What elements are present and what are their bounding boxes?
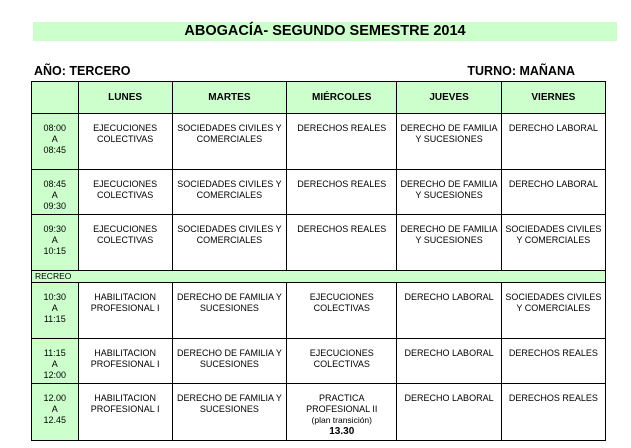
class-cell: DERECHOS REALES bbox=[287, 170, 397, 215]
class-cell: DERECHO DE FAMILIA Y SUCESIONES bbox=[172, 384, 286, 441]
page-title: ABOGACÍA- SEGUNDO SEMESTRE 2014 bbox=[33, 22, 617, 41]
class-cell: EJECUCIONES COLECTIVAS bbox=[287, 339, 397, 384]
class-cell: SOCIEDADES CIVILES Y COMERCIALES bbox=[501, 283, 605, 339]
class-cell: DERECHO LABORAL bbox=[501, 114, 605, 170]
class-cell: DERECHO LABORAL bbox=[397, 384, 501, 441]
class-cell: EJECUCIONES COLECTIVAS bbox=[78, 114, 172, 170]
class-cell: DERECHO LABORAL bbox=[501, 170, 605, 215]
class-cell: EJECUCIONES COLECTIVAS bbox=[78, 215, 172, 271]
time-cell: 11:15 A 12:00 bbox=[32, 339, 79, 384]
class-cell bbox=[287, 384, 397, 441]
class-cell: DERECHO DE FAMILIA Y SUCESIONES bbox=[397, 170, 501, 215]
table-row bbox=[32, 114, 606, 170]
year-label: AÑO: TERCERO bbox=[34, 64, 131, 78]
time-cell: 08:00 A 08:45 bbox=[32, 114, 79, 170]
time-cell: 08:45 A 09:30 bbox=[32, 170, 79, 215]
header-row bbox=[32, 82, 606, 114]
break-row bbox=[32, 271, 606, 283]
class-cell: HABILITACION PROFESIONAL I bbox=[78, 339, 172, 384]
day-header: LUNES bbox=[78, 82, 172, 114]
class-cell: DERECHO LABORAL bbox=[397, 339, 501, 384]
header-corner bbox=[32, 82, 79, 114]
class-cell: SOCIEDADES CIVILES Y COMERCIALES bbox=[172, 215, 286, 271]
day-header: MIÉRCOLES bbox=[287, 82, 397, 114]
table-row bbox=[32, 283, 606, 339]
break-label: RECREO bbox=[32, 271, 79, 283]
table-row bbox=[32, 170, 606, 215]
end-time: 13.30 bbox=[329, 426, 355, 437]
class-cell: EJECUCIONES COLECTIVAS bbox=[78, 170, 172, 215]
time-cell: 10:30 A 11:15 bbox=[32, 283, 79, 339]
class-cell: SOCIEDADES CIVILES Y COMERCIALES bbox=[501, 215, 605, 271]
class-cell: DERECHO DE FAMILIA Y SUCESIONES bbox=[172, 339, 286, 384]
table-row bbox=[32, 384, 606, 441]
class-cell: DERECHOS REALES bbox=[501, 384, 605, 441]
class-cell: DERECHO DE FAMILIA Y SUCESIONES bbox=[172, 283, 286, 339]
class-cell: HABILITACION PROFESIONAL I bbox=[78, 384, 172, 441]
schedule-table bbox=[31, 81, 606, 441]
plan-note: (plan transición) bbox=[311, 415, 372, 425]
class-cell: DERECHOS REALES bbox=[501, 339, 605, 384]
day-header: VIERNES bbox=[501, 82, 605, 114]
time-cell: 12.00 A 12.45 bbox=[32, 384, 79, 441]
class-cell: DERECHO DE FAMILIA Y SUCESIONES bbox=[397, 215, 501, 271]
day-header: MARTES bbox=[172, 82, 286, 114]
class-cell: DERECHOS REALES bbox=[287, 215, 397, 271]
day-header: JUEVES bbox=[397, 82, 501, 114]
class-cell: SOCIEDADES CIVILES Y COMERCIALES bbox=[172, 114, 286, 170]
turn-label: TURNO: MAÑANA bbox=[467, 64, 575, 78]
class-name: PRACTICA PROFESIONAL II bbox=[306, 393, 378, 414]
break-fill bbox=[78, 271, 605, 283]
class-cell: DERECHOS REALES bbox=[287, 114, 397, 170]
class-cell: HABILITACION PROFESIONAL I bbox=[78, 283, 172, 339]
time-cell: 09:30 A 10:15 bbox=[32, 215, 79, 271]
class-cell: DERECHO LABORAL bbox=[397, 283, 501, 339]
class-cell: DERECHO DE FAMILIA Y SUCESIONES bbox=[397, 114, 501, 170]
class-cell: SOCIEDADES CIVILES Y COMERCIALES bbox=[172, 170, 286, 215]
class-cell: EJECUCIONES COLECTIVAS bbox=[287, 283, 397, 339]
table-row bbox=[32, 339, 606, 384]
table-row bbox=[32, 215, 606, 271]
